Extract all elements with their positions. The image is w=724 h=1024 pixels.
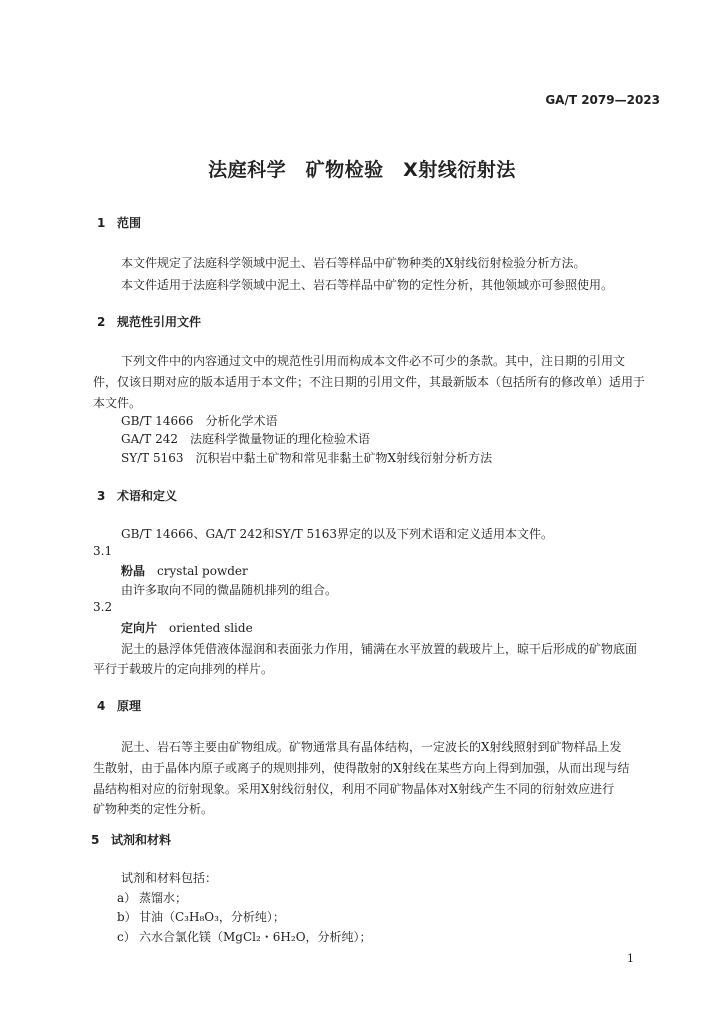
paragraph-line: 件，仅该日期对应的版本适用于本文件；不注日期的引用文件，其最新版本（包括所有的修改单）适用于 xyxy=(93,375,646,389)
section-title: 试剂和材料 xyxy=(111,833,172,847)
section-3-heading xyxy=(97,487,177,504)
section-1-heading xyxy=(97,214,141,231)
section-title: 规范性引用文件 xyxy=(117,315,202,329)
section-number: 5 xyxy=(91,833,100,847)
list-text: 蒸馏水； xyxy=(139,891,188,905)
list-marker: b） xyxy=(117,910,137,924)
list-item xyxy=(117,928,372,945)
reference-item: SY/T 5163 沉积岩中黏土矿物和常见非黏土矿物X射线衍射分析方法 xyxy=(121,451,493,465)
reference-item: GB/T 14666 分析化学术语 xyxy=(121,414,278,428)
standard-number: GA/T 2079—2023 xyxy=(545,93,660,107)
term-number: 3.2 xyxy=(93,600,113,614)
section-number: 3 xyxy=(97,489,106,503)
section-title: 范围 xyxy=(117,216,142,230)
section-number: 4 xyxy=(97,699,106,713)
section-number: 2 xyxy=(97,315,106,329)
term-cn: 定向片 xyxy=(121,621,158,635)
term-en: crystal powder xyxy=(157,564,248,578)
paragraph: 本文件适用于法庭科学领域中泥土、岩石等样品中矿物的定性分析，其他领域亦可参照使用。 xyxy=(121,278,614,292)
term-number: 3.1 xyxy=(93,544,113,558)
list-marker: c） xyxy=(117,930,136,944)
section-2-heading xyxy=(97,313,201,330)
section-title: 术语和定义 xyxy=(117,489,178,503)
list-text: 六水合氯化镁（MgCl₂・6H₂O，分析纯）； xyxy=(139,930,372,944)
paragraph: 试剂和材料包括： xyxy=(121,871,218,885)
term-definition-line: 泥土的悬浮体凭借液体湿润和表面张力作用，铺满在水平放置的载玻片上，晾干后形成的矿物底面 xyxy=(121,642,638,656)
paragraph-line: 泥土、岩石等主要由矿物组成。矿物通常具有晶体结构，一定波长的X射线照射到矿物样品上发 xyxy=(121,740,622,754)
list-marker: a） xyxy=(117,891,137,905)
term-definition-line: 平行于载玻片的定向排列的样片。 xyxy=(93,662,274,676)
paragraph: 本文件规定了法庭科学领域中泥土、岩石等样品中矿物种类的X射线衍射检验分析方法。 xyxy=(121,256,586,270)
paragraph-line: 矿物种类的定性分析。 xyxy=(93,802,214,816)
term-en: oriented slide xyxy=(169,621,253,635)
paragraph-line: 晶结构相对应的衍射现象。采用X射线衍射仪，利用不同矿物晶体对X射线产生不同的衍射效应进行 xyxy=(93,782,615,796)
paragraph-line: 本文件。 xyxy=(93,396,142,410)
term-heading xyxy=(121,562,248,579)
page-number: 1 xyxy=(627,952,634,965)
list-text: 甘油（C₃H₈O₃，分析纯）； xyxy=(139,910,285,924)
term-heading xyxy=(121,619,253,636)
paragraph-line: 下列文件中的内容通过文中的规范性引用而构成本文件必不可少的条款。其中，注日期的引用文 xyxy=(121,354,626,368)
term-definition: 由许多取向不同的微晶随机排列的组合。 xyxy=(121,583,338,597)
section-title: 原理 xyxy=(117,699,142,713)
section-4-heading xyxy=(97,697,141,714)
reference-item: GA/T 242 法庭科学微量物证的理化检验术语 xyxy=(121,432,371,446)
term-cn: 粉晶 xyxy=(121,564,146,578)
section-number: 1 xyxy=(97,216,106,230)
paragraph: GB/T 14666、GA/T 242和SY/T 5163界定的以及下列术语和定义适用本文件。 xyxy=(121,527,554,541)
section-5-heading xyxy=(91,831,171,848)
document-title: 法庭科学 矿物检验 X射线衍射法 xyxy=(208,159,516,181)
paragraph-line: 生散射，由于晶体内原子或离子的规则排列，使得散射的X射线在某些方向上得到加强，从而出现与结 xyxy=(93,761,630,775)
list-item xyxy=(117,908,285,925)
list-item xyxy=(117,889,187,906)
